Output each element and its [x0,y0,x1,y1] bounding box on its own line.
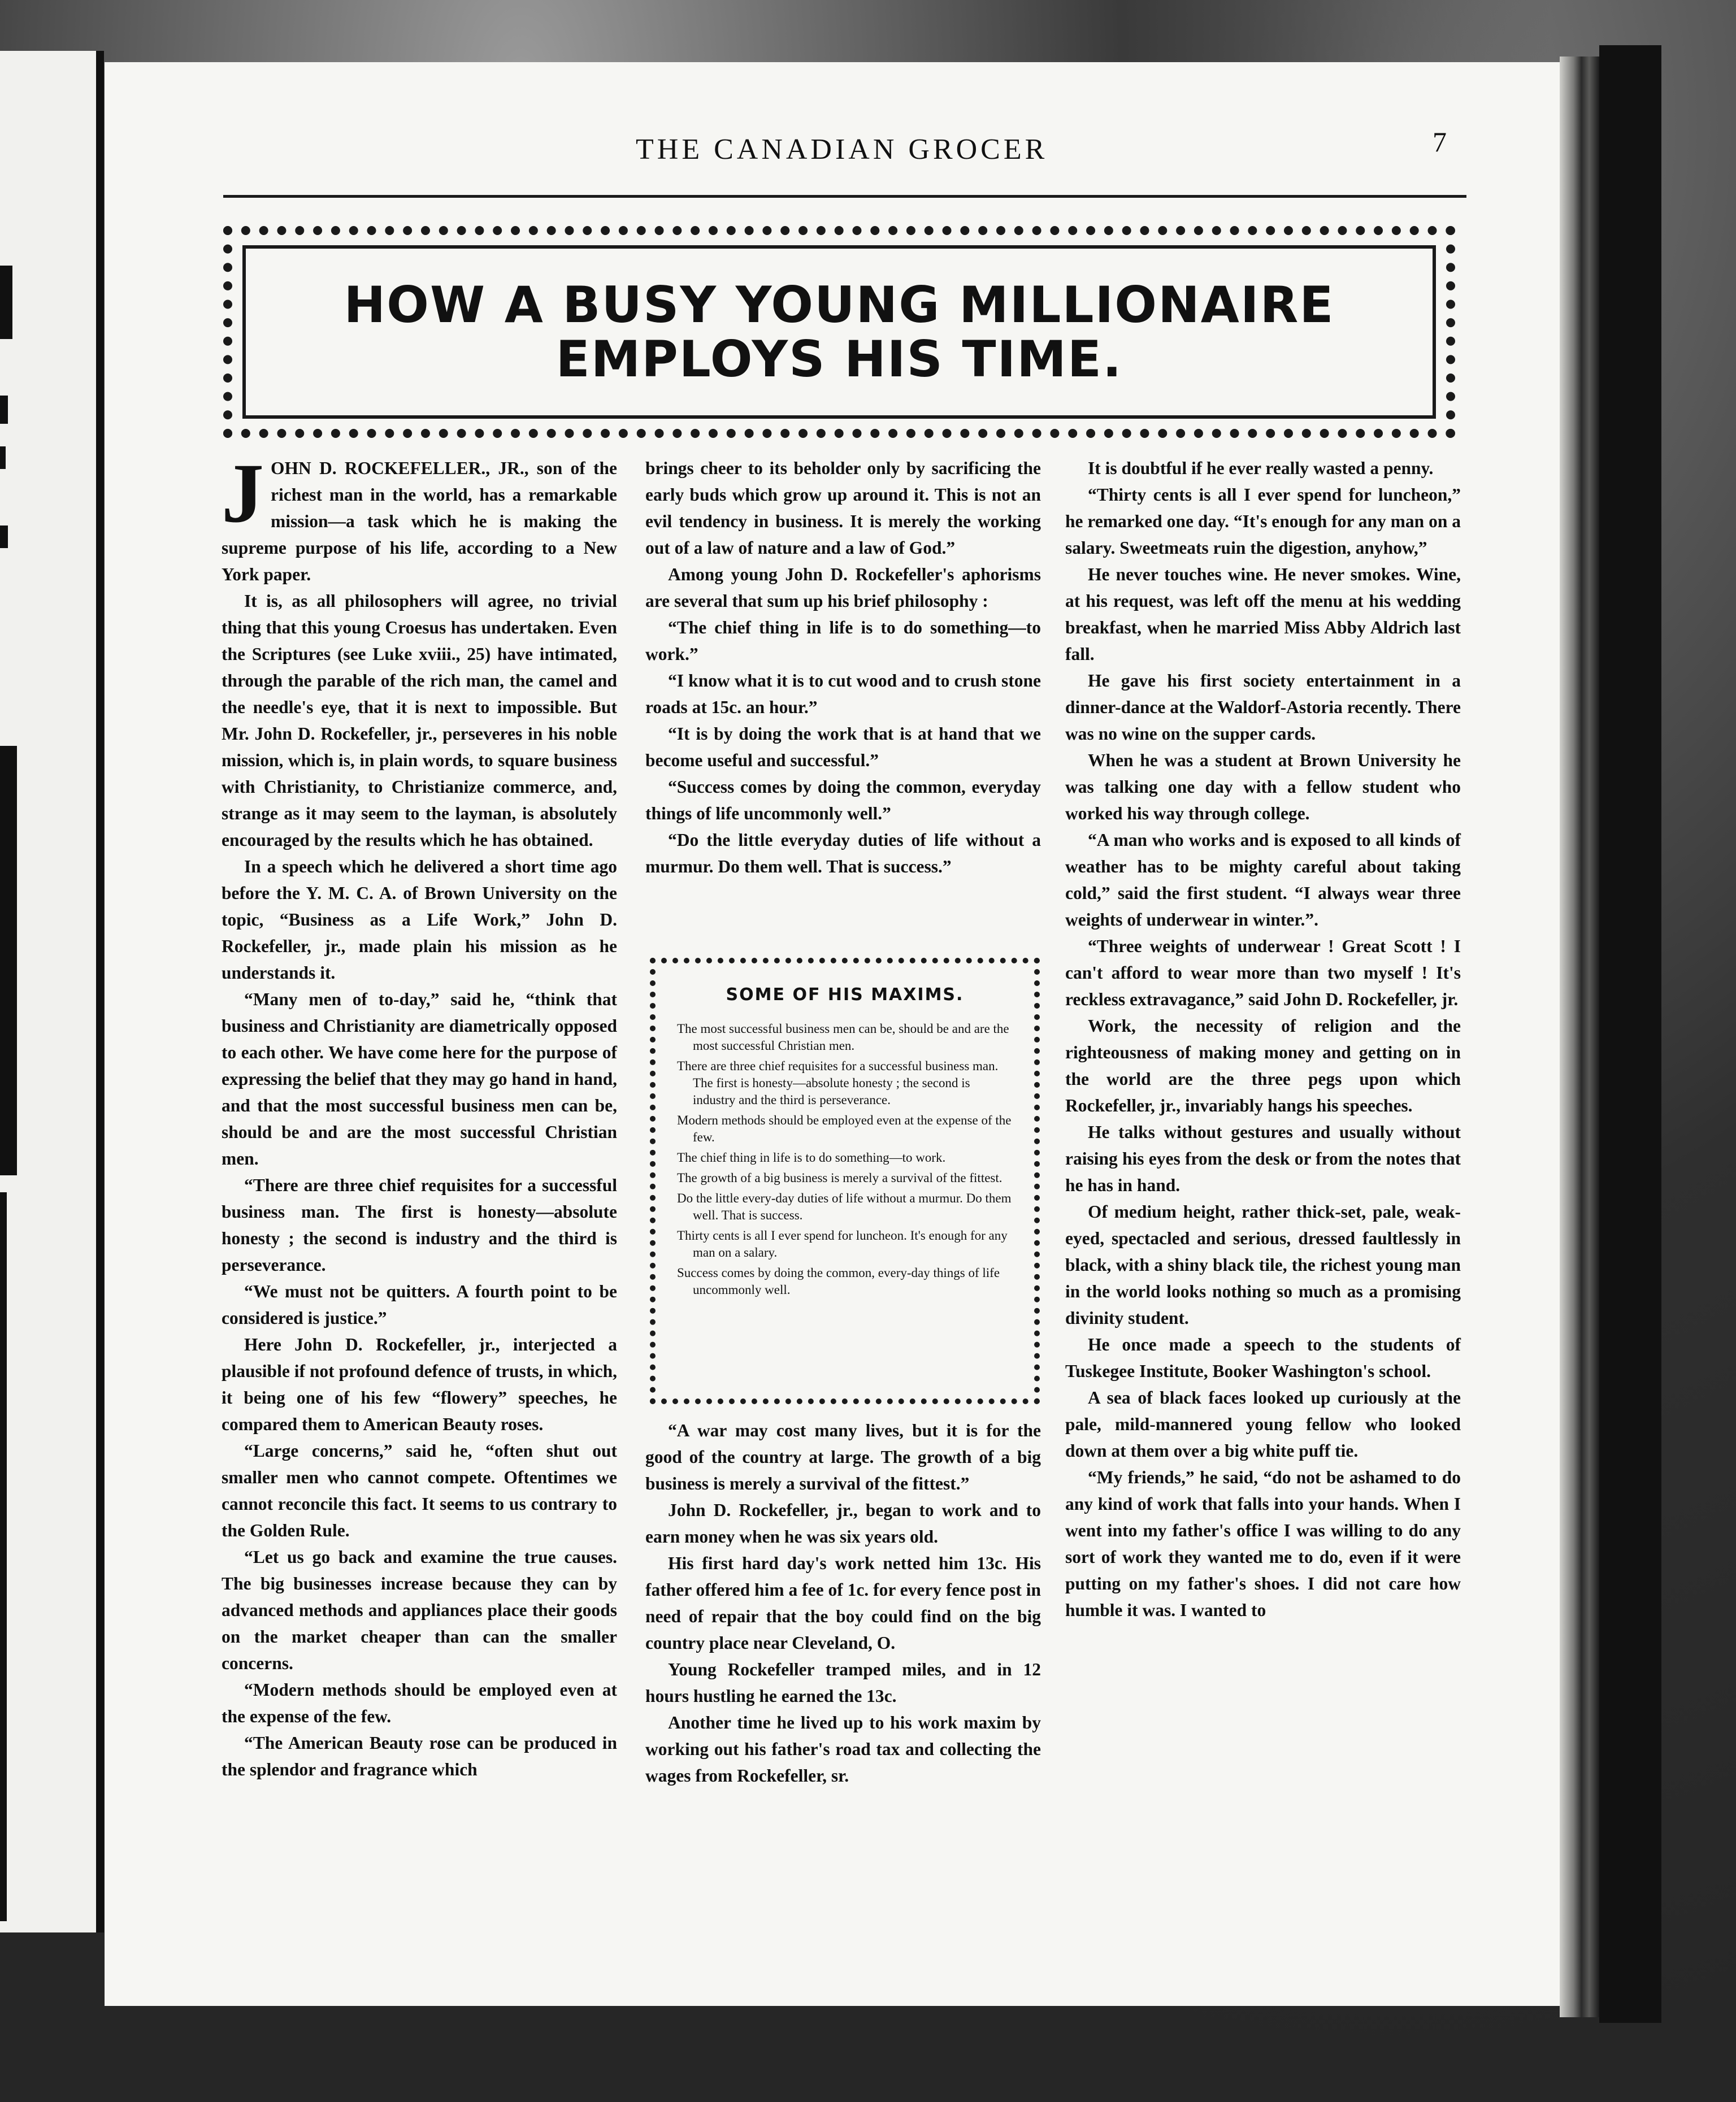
paragraph: “The American Beauty rose can be produced in the splendor and fragrance which [222,1733,617,1779]
binding-shadow [1599,45,1661,2023]
paragraph: His first hard day's work netted him 13c. His father offered him a fee of 1c. for every fence post in need of repair that the boy could find on the big country place near Cleveland, O. [645,1553,1041,1653]
paragraph: When he was a student at Brown University he was talking one day with a fellow student who worked his way through college. [1065,750,1461,823]
maxims-title: SOME OF HIS MAXIMS. [726,985,964,1005]
paragraph: “Success comes by doing the common, everyday things of life uncommonly well.” [645,777,1041,823]
paragraph: It is doubtful if he ever really wasted a penny. [1088,458,1434,478]
maxim-item: Success comes by doing the common, every-day things of life uncommonly well. [677,1266,1000,1297]
paragraph: “We must not be quitters. A fourth point to be considered is justice.” [222,1282,617,1328]
lead-paragraph: JOHN D. ROCKEFELLER., JR., son of the richest man in the world, has a remarkable mission—a task which he is making the supreme purpose of his life, according to a New York paper. [222,446,617,584]
paragraph: “Many men of to-day,” said he, “think that business and Christianity are diametrically opposed to each other. We have come here for the purpose of expressing the belief that they may go hand in hand, and that the most successful business men can be, should be and are the most successful Christian men. [222,989,617,1169]
headline-box [242,245,1436,419]
headline-frame [223,226,1455,438]
paragraph: “Let us go back and examine the true causes. The big businesses increase because they can by advanced methods and appliances place their goods on the market cheaper than can the smaller concerns. [222,1547,617,1673]
article-column-3 [1065,455,1461,1623]
previous-page-edge [0,51,104,1932]
paragraph: Young Rockefeller tramped miles, and in 12 hours hustling he earned the 13c. [645,1660,1041,1706]
maxim-item: Do the little every-day duties of life without a murmur. Do them well. That is success. [677,1191,1012,1222]
headline-line-1: HOW A BUSY YOUNG MILLIONAIRE [344,275,1335,334]
maxim-item: The growth of a big business is merely a survival of the fittest. [677,1171,1002,1185]
paragraph: He never touches wine. He never smokes. Wine, at his request, was left off the menu at his wedding breakfast, when he married Miss Abby Aldrich last fall. [1065,564,1461,664]
paragraph: John D. Rockefeller, jr., began to work and to earn money when he was six years old. [645,1500,1041,1547]
paragraph: “A man who works and is exposed to all kinds of weather has to be mighty careful about taking cold,” said the first student. “I always wear three weights of underwear in winter.”. [1065,830,1461,930]
paragraph: “Thirty cents is all I ever spend for luncheon,” he remarked one day. “It's enough for any man on a salary. Sweetmeats ruin the digestion, anyhow,” [1065,485,1461,558]
maxim-item: Modern methods should be employed even at the expense of the few. [677,1113,1012,1144]
paragraph: Another time he lived up to his work maxim by working out his father's road tax and collecting the wages from Rockefeller, sr. [645,1713,1041,1786]
running-head: THE CANADIAN GROCER [636,133,1048,166]
maxim-item: There are three chief requisites for a successful business man. The first is honesty—absolute honesty ; the second is industry and the third is perseverance. [677,1059,999,1107]
maxims-box [650,958,1040,1404]
article-column-1 [222,446,617,1783]
paragraph: Among young John D. Rockefeller's aphorisms are several that sum up his brief philosophy : [645,564,1041,611]
paragraph: In a speech which he delivered a short time ago before the Y. M. C. A. of Brown University on the topic, “Business as a Life Work,” John D. Rockefeller, jr., made plain his mission as he understands it. [222,857,617,983]
paragraph: A sea of black faces looked up curiously at the pale, mild-mannered young fellow who looked down at them over a big white puff tie. [1065,1388,1461,1461]
paragraph: “Large concerns,” said he, “often shut out smaller men who cannot compete. Oftentimes we cannot reconcile this fact. It seems to us contrary to the Golden Rule. [222,1441,617,1540]
page-number: 7 [1433,126,1447,158]
paragraph: “Modern methods should be employed even at the expense of the few. [222,1680,617,1726]
article-column-2-continued [645,1417,1041,1789]
paragraph: “Do the little everyday duties of life without a murmur. Do them well. That is success.” [645,830,1041,876]
paragraph: Here John D. Rockefeller, jr., interjected a plausible if not profound defence of trusts, in which, it being one of his few “flowery” speeches, he compared them to American Beauty roses. [222,1335,617,1434]
paragraph: Work, the necessity of religion and the righteousness of making money and getting on in the world are the three pegs upon which Rockefeller, jr., invariably hangs his speeches. [1065,1016,1461,1115]
paragraph: “It is by doing the work that is at hand that we become useful and successful.” [645,724,1041,770]
paragraph: “There are three chief requisites for a successful business man. The first is honesty—absolute honesty ; the second is industry and the third is perseverance. [222,1175,617,1275]
paragraph: Of medium height, rather thick-set, pale, weak-eyed, spectacled and serious, dressed faultlessly in black, with a shiny black tile, the richest young man in the world looks nothing so much as a promising divinity student. [1065,1202,1461,1328]
maxim-item: The most successful business men can be, should be and are the most successful Christian men. [677,1022,1009,1053]
paragraph: “A war may cost many lives, but it is for the good of the country at large. The growth of a big business is merely a survival of the fittest.” [645,1421,1041,1493]
paragraph: It is, as all philosophers will agree, no trivial thing that this young Croesus has undertaken. Even the Scriptures (see Luke xviii., 25) have intimated, through the parable of the rich man, the camel and the needle's eye, that it is next to impossible. But Mr. John D. Rockefeller, jr., perseveres in his noble mission, which is, in plain words, to square business with Christianity, to Christianize commerce, and, strange as it may seem to the layman, is absolutely encouraged by the results which he has obtained. [222,591,617,850]
article-column-2 [645,455,1041,880]
maxim-item: Thirty cents is all I ever spend for luncheon. It's enough for any man on a salary. [677,1228,1008,1260]
maxims-list [677,1020,1013,1298]
paragraph: He talks without gestures and usually without raising his eyes from the desk or from the notes that he has in hand. [1065,1122,1461,1195]
paragraph: “Three weights of underwear ! Great Scott ! I can't afford to wear more than two myself ! It's reckless extravagance,” said John D. Rockefeller, jr. [1065,936,1461,1009]
maxim-item: The chief thing in life is to do something—to work. [677,1150,946,1165]
paragraph: “The chief thing in life is to do something—to work.” [645,618,1041,664]
headline-line-2: EMPLOYS HIS TIME. [555,329,1123,388]
header-rule [223,195,1466,198]
headline [344,275,1335,388]
paragraph: “My friends,” he said, “do not be ashamed to do any kind of work that falls into your hands. When I went into my father's office I was willing to do any sort of work they wanted me to do, even if it were putting on my father's shoes. I did not care how humble it was. I wanted to [1065,1467,1461,1620]
paragraph: brings cheer to its beholder only by sacrificing the early buds which grow up around it. This is not an evil tendency in business. It is merely the working out of a law of nature and a law of God.” [645,458,1041,558]
drop-cap: J [222,446,264,540]
page-binding-edge [1560,57,1599,2017]
paragraph: He gave his first society entertainment in a dinner-dance at the Waldorf-Astoria recently. There was no wine on the supper cards. [1065,671,1461,744]
paragraph: “I know what it is to cut wood and to crush stone roads at 15c. an hour.” [645,671,1041,717]
paragraph: He once made a speech to the students of Tuskegee Institute, Booker Washington's school. [1065,1335,1461,1381]
